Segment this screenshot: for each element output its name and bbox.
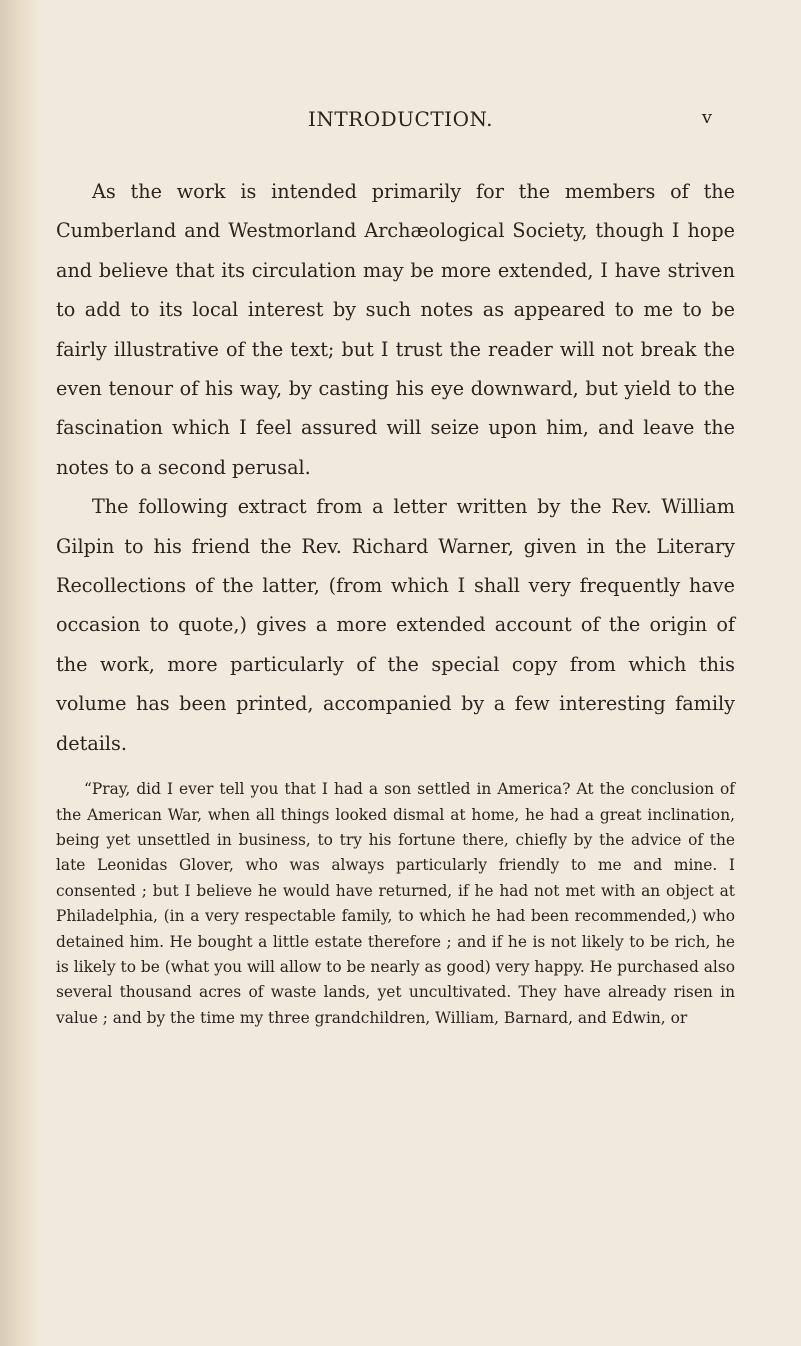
quoted-letter: “Pray, did I ever tell you that I had a son settled in America? At the conclusion of the American War, when all things looked dismal at home, he had a great inclination, being yet unsettled in business, to try his fortune there, chiefly by the advice of the late Leonidas Glover, who was always particularly friendly to me and mine. I consented ; but I believe he would have returned, if he had not met with an object at Philadelphia, (in a very respectable family, to which he had been recommended,) who detained him. He bought a little estate therefore ; and if he is not likely to be rich, he is likely to be (what you will allow to be nearly as good) very happy. He purchased also several thousand acres of waste lands, yet uncultivated. They have already risen in value ; and by the time my three grandchildren, William, Barnard, and Edwin, or xyxy=(56,780,735,1027)
paragraph-extract-intro: The following extract from a letter written by the Rev. William Gilpin to his friend the Rev. Richard Warner, given in the Literary Recollections of the latter, (from which I shall very frequently have occasion to quote,) gives a more extended account of the origin of the work, more particularly of the special copy from which this volume has been printed, accompanied by a few interesting family details. xyxy=(56,495,735,755)
page-number: v xyxy=(701,107,712,128)
page-header xyxy=(0,107,801,137)
body-text xyxy=(56,172,735,1031)
running-title: INTRODUCTION. xyxy=(307,107,494,131)
page-edge-shadow xyxy=(0,0,40,1346)
paragraph-intent: As the work is intended primarily for the members of the Cumberland and Westmorland Archæological Society, though I hope and believe that its circulation may be more extended, I have striven to add to its local interest by such notes as appeared to me to be fairly illustrative of the text; but I trust the reader will not break the even tenour of his way, by casting his eye downward, but yield to the fascination which I feel assured will seize upon him, and leave the notes to a second perusal. xyxy=(56,180,735,479)
